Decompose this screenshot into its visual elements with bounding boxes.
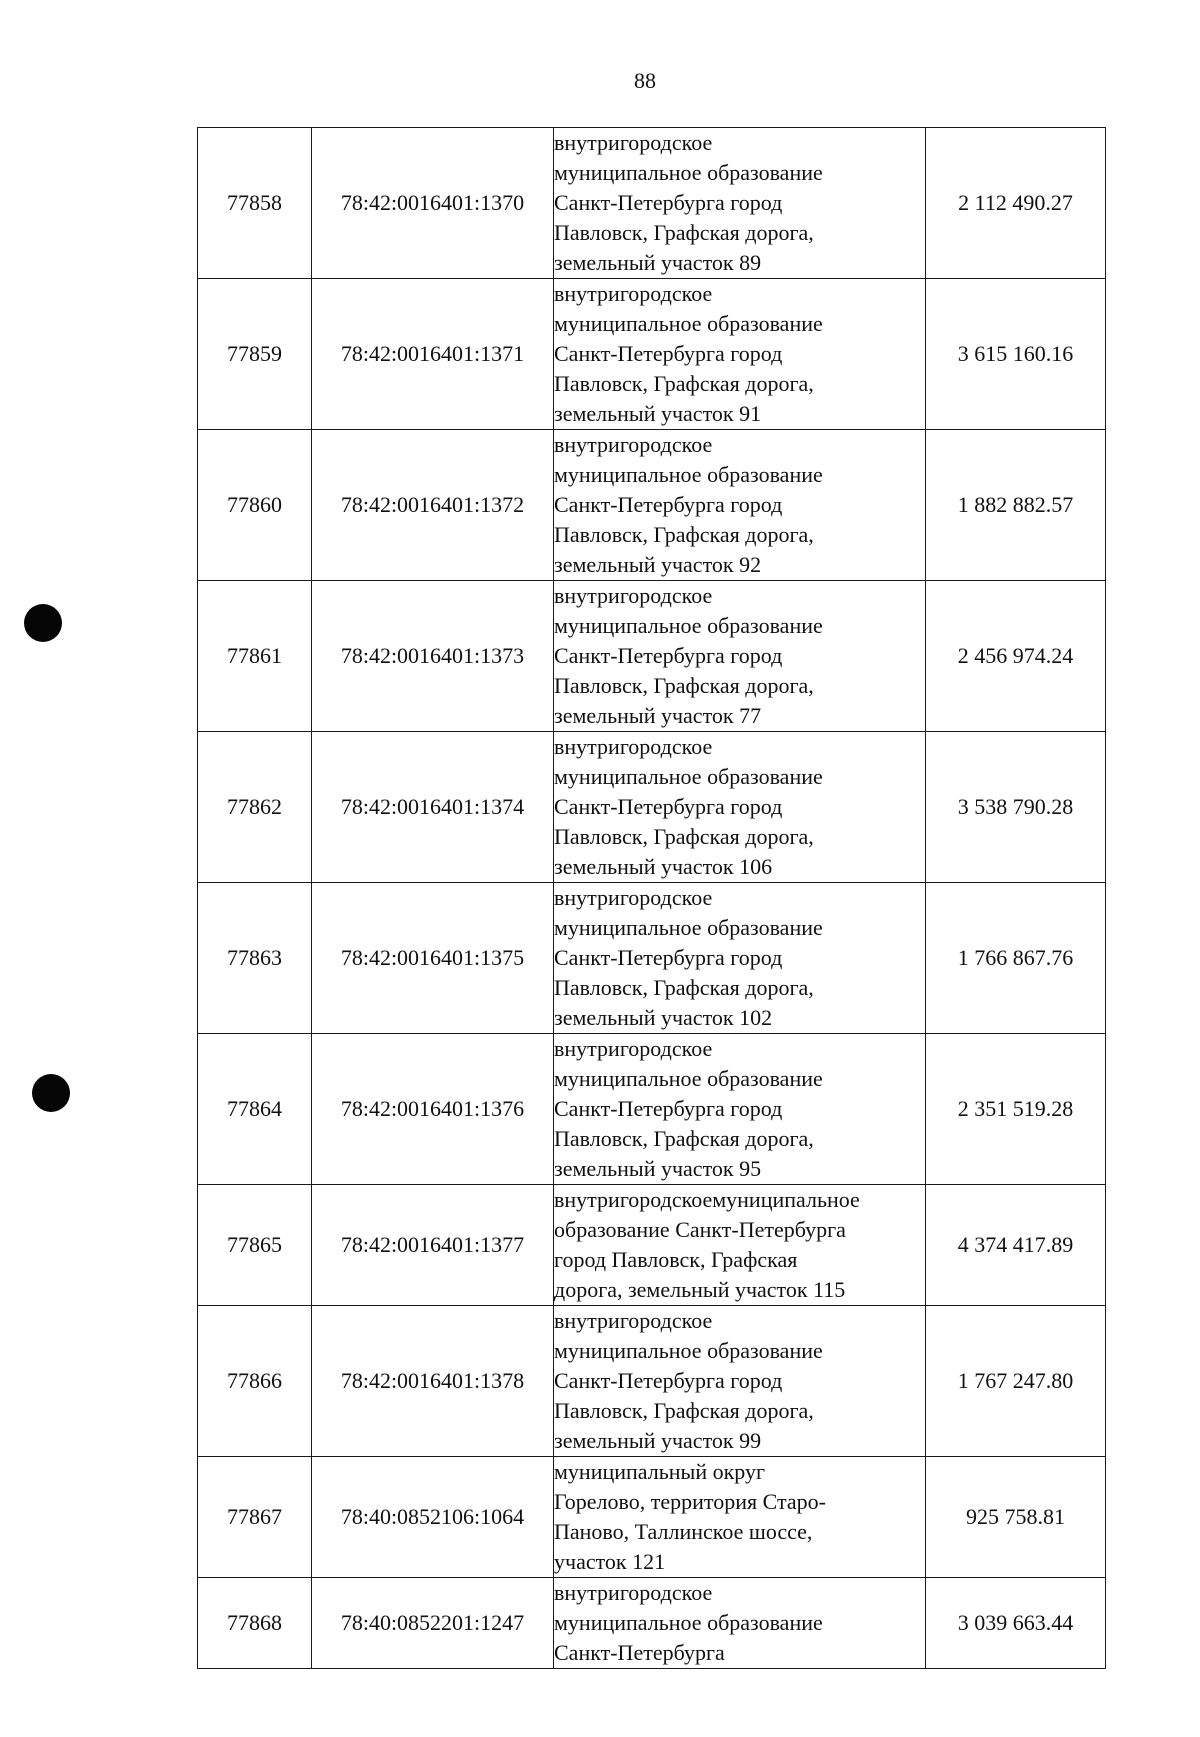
plot-address: внутригородское муниципальное образование Санкт-Петербурга город Павловск, Графская дорога, земельный участок 89	[554, 128, 926, 279]
land-plot-table	[197, 127, 1106, 1669]
cadastral-number: 78:42:0016401:1377	[312, 1185, 554, 1306]
cadastral-number: 78:42:0016401:1371	[312, 279, 554, 430]
record-number: 77861	[198, 581, 312, 732]
cadastral-number: 78:40:0852201:1247	[312, 1578, 554, 1669]
cadastral-number: 78:42:0016401:1376	[312, 1034, 554, 1185]
record-number: 77862	[198, 732, 312, 883]
record-number: 77858	[198, 128, 312, 279]
table-row	[198, 1457, 1106, 1578]
record-number: 77859	[198, 279, 312, 430]
cadastral-value: 2 456 974.24	[926, 581, 1106, 732]
record-number: 77866	[198, 1306, 312, 1457]
record-number: 77863	[198, 883, 312, 1034]
cadastral-number: 78:42:0016401:1370	[312, 128, 554, 279]
plot-address: внутригородское муниципальное образование Санкт-Петербурга	[554, 1578, 926, 1669]
plot-address: внутригородское муниципальное образование Санкт-Петербурга город Павловск, Графская дорога, земельный участок 106	[554, 732, 926, 883]
cadastral-value: 4 374 417.89	[926, 1185, 1106, 1306]
table-row	[198, 1185, 1106, 1306]
plot-address: внутригородское муниципальное образование Санкт-Петербурга город Павловск, Графская дорога, земельный участок 77	[554, 581, 926, 732]
punch-hole	[24, 604, 62, 642]
table-row	[198, 581, 1106, 732]
cadastral-value: 2 351 519.28	[926, 1034, 1106, 1185]
plot-address: внутригородское муниципальное образование Санкт-Петербурга город Павловск, Графская дорога, земельный участок 102	[554, 883, 926, 1034]
plot-address: внутригородское муниципальное образование Санкт-Петербурга город Павловск, Графская дорога, земельный участок 92	[554, 430, 926, 581]
cadastral-value: 1 882 882.57	[926, 430, 1106, 581]
cadastral-value: 2 112 490.27	[926, 128, 1106, 279]
record-number: 77864	[198, 1034, 312, 1185]
record-number: 77868	[198, 1578, 312, 1669]
plot-address: внутригородское муниципальное образование Санкт-Петербурга город Павловск, Графская дорога, земельный участок 91	[554, 279, 926, 430]
cadastral-value: 1 766 867.76	[926, 883, 1106, 1034]
record-number: 77865	[198, 1185, 312, 1306]
table-row	[198, 128, 1106, 279]
table-row	[198, 279, 1106, 430]
table-row	[198, 883, 1106, 1034]
table-row	[198, 732, 1106, 883]
table-row	[198, 1578, 1106, 1669]
punch-hole	[32, 1074, 70, 1112]
plot-address: внутригородское муниципальное образование Санкт-Петербурга город Павловск, Графская дорога, земельный участок 99	[554, 1306, 926, 1457]
record-number: 77860	[198, 430, 312, 581]
cadastral-number: 78:42:0016401:1378	[312, 1306, 554, 1457]
table-row	[198, 1306, 1106, 1457]
cadastral-number: 78:42:0016401:1372	[312, 430, 554, 581]
cadastral-value: 1 767 247.80	[926, 1306, 1106, 1457]
cadastral-number: 78:42:0016401:1375	[312, 883, 554, 1034]
record-number: 77867	[198, 1457, 312, 1578]
cadastral-value: 925 758.81	[926, 1457, 1106, 1578]
page-number: 88	[634, 68, 656, 93]
cadastral-number: 78:42:0016401:1374	[312, 732, 554, 883]
plot-address: муниципальный округ Горелово, территория Старо- Паново, Таллинское шоссе, участок 121	[554, 1457, 926, 1578]
table-row	[198, 1034, 1106, 1185]
plot-address: внутригородское муниципальное образование Санкт-Петербурга город Павловск, Графская дорога, земельный участок 95	[554, 1034, 926, 1185]
cadastral-number: 78:42:0016401:1373	[312, 581, 554, 732]
cadastral-value: 3 039 663.44	[926, 1578, 1106, 1669]
table-row	[198, 430, 1106, 581]
cadastral-value: 3 538 790.28	[926, 732, 1106, 883]
plot-address: внутригородскоемуниципальное образование Санкт-Петербурга город Павловск, Графская дорога, земельный участок 115	[554, 1185, 926, 1306]
cadastral-number: 78:40:0852106:1064	[312, 1457, 554, 1578]
cadastral-value: 3 615 160.16	[926, 279, 1106, 430]
